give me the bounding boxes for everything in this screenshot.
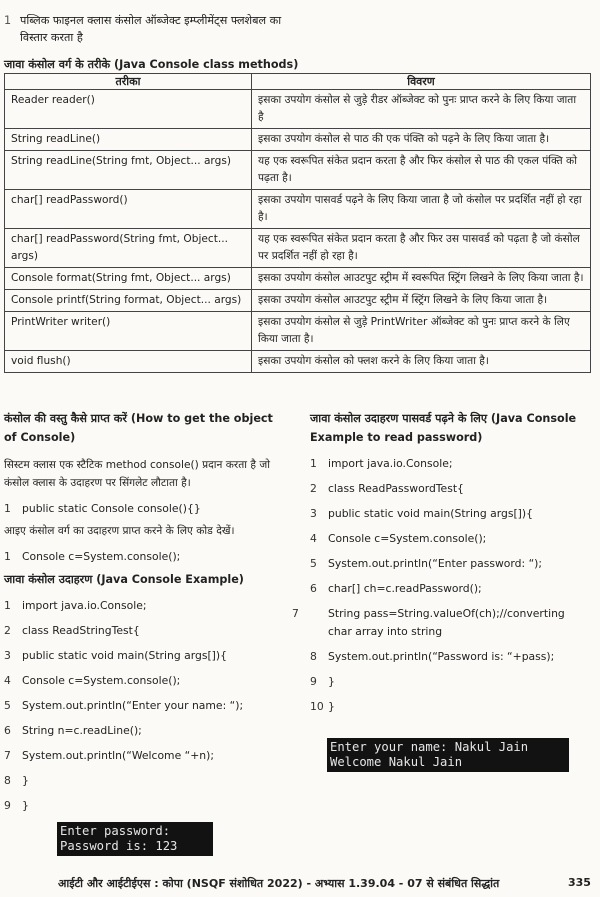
- section-heading-read-password: जावा कंसोल उदाहरण पासवर्ड पढ़ने के लिए (Java Console Example to read password): [310, 412, 577, 444]
- code-line: [4, 618, 286, 643]
- method-cell: char[] readPassword(String fmt, Object... args): [5, 229, 252, 268]
- description-cell: इसका उपयोग कंसोल से जुड़े रीडर ऑब्जेक्ट को पुनः प्राप्त करने के लिए किया जाता है: [252, 90, 591, 129]
- code-text: public static void main(String args[]){: [328, 507, 533, 520]
- example-heading: जावा कंसोल उदाहरण (Java Console Example): [4, 573, 244, 586]
- code-text: Console c=System.console();: [22, 674, 181, 687]
- code-line: [310, 669, 592, 694]
- code-text: }: [328, 675, 335, 688]
- description-cell: यह एक स्वरूपित संकेत प्रदान करता है और फिर कंसोल से पाठ की एकल पंक्ति को पढ़ता है।: [252, 151, 591, 190]
- example-code-block: [4, 593, 286, 818]
- method-cell: String readLine(String fmt, Object... args): [5, 151, 252, 190]
- code-line: [4, 668, 286, 693]
- method-cell: void flush(): [5, 351, 252, 373]
- intro-line1: पब्लिक फाइनल क्लास कंसोल ऑब्जेक्ट इम्प्लीमेंट्स फ्लशेबल का: [20, 14, 282, 27]
- description-cell: इसका उपयोग पासवर्ड पढ़ने के लिए किया जाता है जो कंसोल पर प्रदर्शित नहीं हो रहा है।: [252, 190, 591, 229]
- code-text: public static Console console(){}: [22, 502, 201, 515]
- code-line: [4, 743, 286, 768]
- code-text: class ReadStringTest{: [22, 624, 140, 637]
- code-text: System.out.println(“Enter your name: “);: [22, 699, 244, 712]
- line-number: 6: [310, 582, 317, 595]
- code-line: [310, 476, 592, 501]
- intro-line-number: 1: [4, 14, 12, 27]
- table-row: [5, 268, 591, 290]
- console-line: Enter your name: Nakul Jain: [330, 740, 529, 754]
- line-number: 7: [4, 749, 11, 762]
- line-number: 5: [4, 699, 11, 712]
- method-cell: PrintWriter writer(): [5, 312, 252, 351]
- console-line: Enter password:: [60, 824, 171, 838]
- code-snippet-console: [4, 496, 286, 521]
- line-number: 8: [4, 774, 11, 787]
- line-number: 9: [4, 799, 11, 812]
- table-row: [5, 129, 591, 151]
- code-line: [4, 768, 286, 793]
- code-text: }: [22, 774, 29, 787]
- line-number: 4: [310, 532, 317, 545]
- table-row: [5, 312, 591, 351]
- intro-text: [4, 12, 304, 46]
- table-row: [5, 290, 591, 312]
- code-text: char[] ch=c.readPassword();: [328, 582, 482, 595]
- line-number: 6: [4, 724, 11, 737]
- method-cell: Console format(String fmt, Object... args): [5, 268, 252, 290]
- line-number: 1: [4, 599, 11, 612]
- line-number: 2: [4, 624, 11, 637]
- code-text: Console c=System.console();: [22, 550, 181, 563]
- table-row: [5, 190, 591, 229]
- line-number: 4: [4, 674, 11, 687]
- code-text: Console c=System.console();: [328, 532, 487, 545]
- console-output-name: [327, 738, 569, 772]
- description-cell: यह एक स्वरूपित संकेत प्रदान करता है और फिर उस पासवर्ड को पढ़ता है जो कंसोल पर प्रदर्शित नहीं हो रहा है।: [252, 229, 591, 268]
- console-line: Password is: 123: [60, 839, 178, 853]
- column-header-description: विवरण: [252, 74, 591, 90]
- methods-table: [4, 73, 591, 373]
- code-line: [4, 693, 286, 718]
- code-text: public static void main(String args[]){: [22, 649, 227, 662]
- line-number: 10: [310, 700, 324, 713]
- console-output-password: [57, 822, 213, 856]
- code-line: [310, 644, 592, 669]
- paragraph-console-method: सिस्टम क्लास एक स्टैटिक method console() प्रदान करता है जो कंसोल क्लास के उदाहरण पर सिंगलेट लौटाता है।: [4, 459, 270, 489]
- code-text: System.out.println(“Enter password: “);: [328, 557, 543, 570]
- code-text: String n=c.readLine();: [22, 724, 142, 737]
- code-line: [4, 718, 286, 743]
- code-text: System.out.println(“Password is: “+pass);: [328, 650, 555, 663]
- code-line: [310, 694, 592, 719]
- code-line: [4, 593, 286, 618]
- line-number: 2: [310, 482, 317, 495]
- code-text: }: [22, 799, 29, 812]
- code-line: [310, 526, 592, 551]
- section-heading-get-console: कंसोल की वस्तु कैसे प्राप्त करें (How to get the object of Console): [4, 412, 273, 444]
- code-snippet-get-console: [4, 544, 286, 569]
- methods-table-title: जावा कंसोल वर्ग के तरीके (Java Console class methods): [4, 58, 299, 71]
- left-column: [4, 409, 286, 818]
- table-row: [5, 229, 591, 268]
- method-cell: Console printf(String format, Object... args): [5, 290, 252, 312]
- right-column: [292, 409, 592, 719]
- line-number: 5: [310, 557, 317, 570]
- page-number: 335: [568, 876, 591, 889]
- console-line: Welcome Nakul Jain: [330, 755, 463, 769]
- paragraph-see-code: आइए कंसोल वर्ग का उदाहरण प्राप्त करने के लिए कोड देखें।: [4, 525, 235, 537]
- description-cell: इसका उपयोग कंसोल आउटपुट स्ट्रीम में स्ट्रिंग लिखने के लिए किया जाता है।: [252, 290, 591, 312]
- table-header-row: [5, 74, 591, 90]
- code-text: import java.io.Console;: [22, 599, 147, 612]
- method-cell: Reader reader(): [5, 90, 252, 129]
- code-line: [4, 793, 286, 818]
- method-cell: char[] readPassword(): [5, 190, 252, 229]
- line-number: 1: [4, 502, 11, 515]
- code-text: }: [328, 700, 335, 713]
- table-row: [5, 351, 591, 373]
- code-text: System.out.println(“Welcome “+n);: [22, 749, 214, 762]
- code-text: class ReadPasswordTest{: [328, 482, 464, 495]
- description-cell: इसका उपयोग कंसोल आउटपुट स्ट्रीम में स्वरूपित स्ट्रिंग लिखने के लिए किया जाता है।: [252, 268, 591, 290]
- code-line: [4, 643, 286, 668]
- column-header-method: तरीका: [5, 74, 252, 90]
- code-line: [310, 451, 592, 476]
- line-number: 9: [310, 675, 317, 688]
- code-line: [310, 551, 592, 576]
- code-text: import java.io.Console;: [328, 457, 453, 470]
- line-number: 7: [292, 607, 299, 620]
- line-number: 1: [310, 457, 317, 470]
- line-number: 8: [310, 650, 317, 663]
- code-line: [310, 576, 592, 601]
- method-cell: String readLine(): [5, 129, 252, 151]
- description-cell: इसका उपयोग कंसोल से जुड़े PrintWriter ऑब्जेक्ट को पुनः प्राप्त करने के लिए किया जाता है।: [252, 312, 591, 351]
- description-cell: इसका उपयोग कंसोल को फ्लश करने के लिए किया जाता है।: [252, 351, 591, 373]
- intro-line2: विस्तार करता है: [20, 31, 83, 44]
- password-code-block: [292, 451, 592, 719]
- code-line: [292, 601, 592, 644]
- table-row: [5, 90, 591, 129]
- line-number: 1: [4, 550, 11, 563]
- description-cell: इसका उपयोग कंसोल से पाठ की एक पंक्ति को पढ़ने के लिए किया जाता है।: [252, 129, 591, 151]
- line-number: 3: [4, 649, 11, 662]
- line-number: 3: [310, 507, 317, 520]
- code-text: String pass=String.valueOf(ch);//converting char array into string: [328, 607, 565, 638]
- footer-text: आईटी और आईटीईएस : कोपा (NSQF संशोधित 2022) - अभ्यास 1.39.04 - 07 से संबंधित सिद्धांत: [58, 877, 500, 890]
- table-row: [5, 151, 591, 190]
- code-line: [310, 501, 592, 526]
